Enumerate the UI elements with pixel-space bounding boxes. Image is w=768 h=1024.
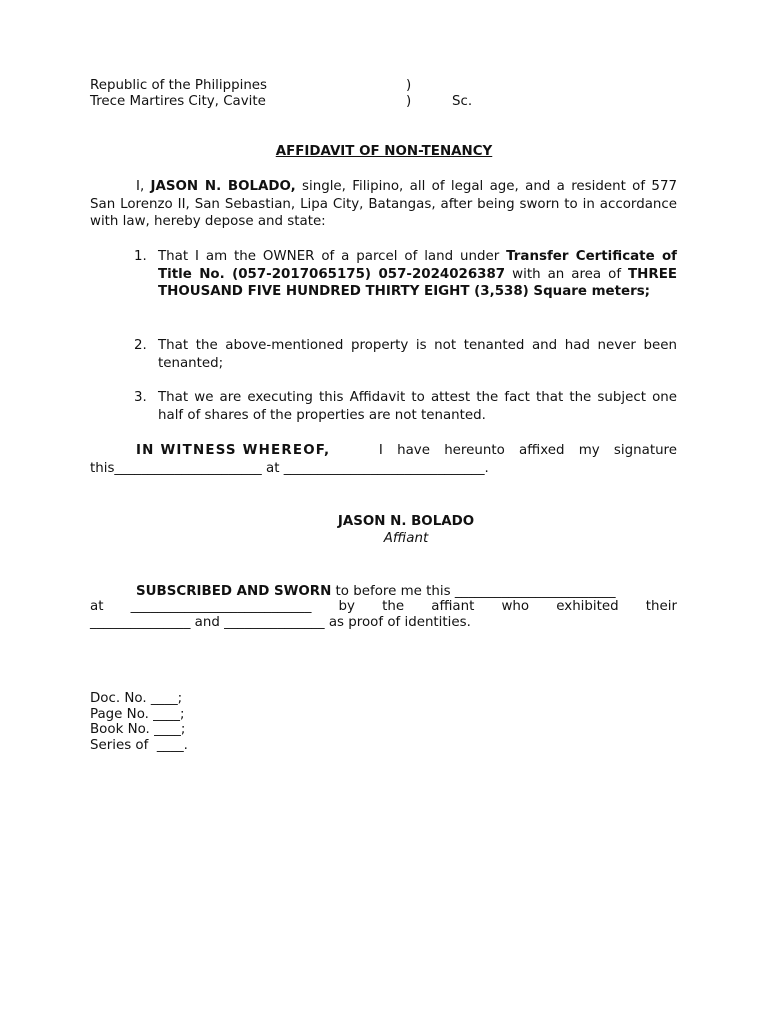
jurat-word: by: [338, 599, 355, 614]
jurat-rest-1: to before me this ________________________: [331, 584, 616, 599]
venue-line-1: Republic of the Philippines: [90, 78, 268, 93]
jurat-word: the: [382, 599, 405, 614]
jurat-word: exhibited: [556, 599, 619, 614]
notary-book-no: Book No. ____;: [90, 722, 186, 737]
item-2-text: That the above-mentioned property is not tenanted and had never been tenanted;: [158, 338, 677, 371]
jurat-word: affiant: [431, 599, 475, 614]
witness-line-1: [136, 442, 677, 460]
venue-sc: Sc.: [452, 94, 473, 109]
affiant-name-inline: JASON N. BOLADO,: [150, 179, 296, 194]
jurat-heading: SUBSCRIBED AND SWORN: [136, 584, 332, 599]
affiant-name: JASON N. BOLADO: [337, 514, 475, 529]
item-3-number: 3.: [134, 390, 147, 405]
notary-series: Series of ____.: [90, 738, 188, 753]
jurat-word: who: [501, 599, 530, 614]
witness-rest: I have hereunto affixed my signature: [378, 443, 677, 458]
venue-paren-2: ): [406, 94, 412, 109]
item-1-text-b: with an area of: [505, 266, 629, 282]
item-2-number: 2.: [134, 338, 147, 353]
affiant-label: Affiant: [383, 531, 429, 546]
intro-rest: single, Filipino, all of legal age, and a resident of 577 San Lorenzo II, San Sebastian, Lipa City, Batangas, after being sworn to in accordance with law, hereby depose and state:: [90, 179, 677, 229]
notary-doc-no: Doc. No. ____;: [90, 691, 183, 706]
venue-paren-1: ): [406, 78, 412, 93]
witness-line-2: this______________________ at ______________________________.: [90, 461, 489, 476]
witness-heading: IN WITNESS WHEREOF,: [136, 443, 331, 458]
jurat-blank: ___________________________: [130, 599, 312, 614]
intro-paragraph: [90, 178, 677, 231]
jurat-line-3: _______________ and _______________ as proof of identities.: [90, 615, 471, 630]
item-3-text: That we are executing this Affidavit to attest the fact that the subject one half of shares of the properties are not tenanted.: [158, 390, 677, 423]
notary-page-no: Page No. ____;: [90, 707, 185, 722]
intro-pre: I,: [136, 179, 151, 194]
item-1-number: 1.: [134, 249, 147, 264]
jurat-line-2: [90, 598, 677, 616]
item-1-text-a: That I am the OWNER of a parcel of land under: [158, 249, 507, 264]
item-1-title-number: Transfer Certificate of Title No. (057-2017065175) 057-2024026387: [158, 249, 677, 282]
document-title: AFFIDAVIT OF NON-TENANCY: [275, 144, 493, 159]
jurat-word: at: [90, 599, 104, 614]
item-1-text: [158, 248, 677, 301]
jurat-word: their: [645, 599, 677, 614]
item-1-area: THREE THOUSAND FIVE HUNDRED THIRTY EIGHT (3,538) Square meters;: [158, 266, 677, 299]
venue-line-2: Trece Martires City, Cavite: [90, 94, 266, 109]
